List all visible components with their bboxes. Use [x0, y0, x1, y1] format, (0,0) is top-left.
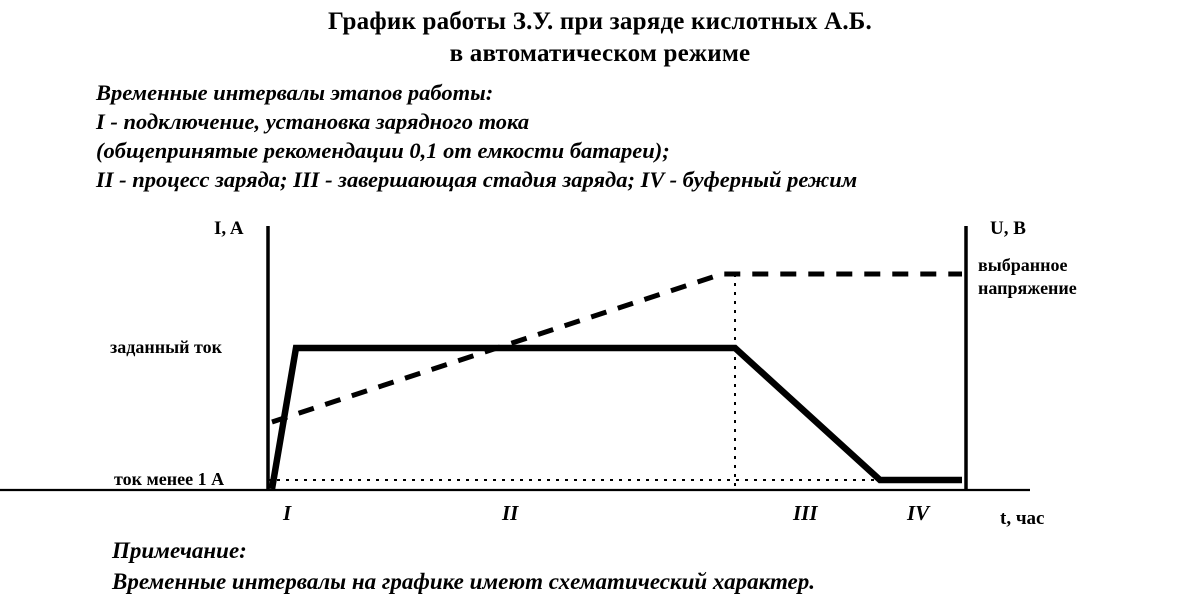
page-title — [0, 6, 1200, 70]
x-axis-label: t, час — [1000, 508, 1045, 529]
note-line-1: Примечание: — [112, 538, 247, 563]
intro-line-1: Временные интервалы этапов работы: — [96, 80, 494, 105]
footer-note — [112, 535, 1172, 597]
stage-label-2: II — [502, 501, 519, 525]
note-line-2: Временные интервалы на графике имеют схематический характер. — [112, 569, 816, 594]
selected-voltage-annotation-line2: напряжение — [978, 278, 1077, 298]
intro-text — [96, 78, 1156, 194]
current-curve — [272, 348, 962, 489]
selected-voltage-annotation-line1: выбранное — [978, 255, 1068, 275]
tick-label-set-current: заданный ток — [110, 337, 222, 357]
stage-label-4: IV — [907, 501, 930, 525]
intro-line-2: I - подключение, установка зарядного тока — [96, 109, 530, 134]
left-axis-label: I, A — [214, 218, 244, 239]
tick-label-low-current: ток менее 1 A — [114, 469, 225, 489]
title-line-2: в автоматическом режиме — [449, 40, 751, 67]
stage-label-1: I — [283, 501, 292, 525]
chart-figure — [0, 218, 1200, 538]
intro-line-3: (общепринятые рекомендации 0,1 от емкости батареи); — [96, 138, 670, 163]
intro-line-4: II - процесс заряда; III - завершающая стадия заряда; IV - буферный режим — [96, 167, 858, 192]
right-axis-label: U, B — [990, 218, 1026, 239]
title-line-1: График работы З.У. при заряде кислотных А.Б. — [328, 8, 872, 35]
stage-label-3: III — [793, 501, 818, 525]
